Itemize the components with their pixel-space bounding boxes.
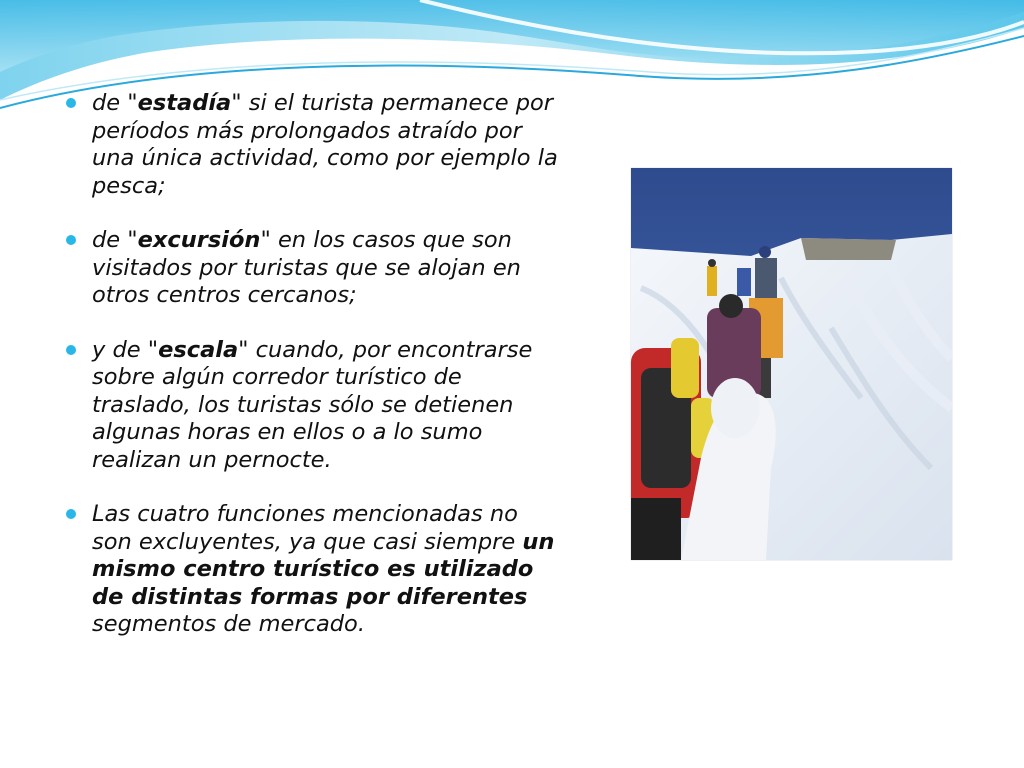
bullet-dot-icon [66,345,76,355]
bullet-keyword: escala [158,336,239,363]
bullet-dot-icon [66,98,76,108]
bullet-text: " en los casos que son visitados por turistas que se alojan en otros centros cercanos; [92,227,521,308]
bullet-dot-icon [66,509,76,519]
bullet-keyword: un mismo centro turístico es utilizado de distintas formas por diferentes [92,528,555,610]
bullet-keyword: estadía [137,90,232,116]
bullet-dot-icon [66,235,76,245]
mountain-climbers-photo [631,168,952,560]
bullet-funciones [62,501,562,639]
bullet-prefix: Las cuatro funciones mencionadas no son excluyentes, ya que casi siempre [92,501,523,555]
bullet-text: " cuando, por encontrarse sobre algún corredor turístico de traslado, los turistas sólo se detienen algunas horas en ellos o a lo sumo realizan un pernocte. [92,336,533,473]
bullet-prefix: de " [92,90,138,116]
bullet-prefix: y de " [92,336,159,363]
bullet-keyword: excursión [137,227,261,253]
bullet-estadia [62,90,562,200]
bullet-escala [62,337,562,475]
bullet-list [62,90,562,639]
bullet-text: segmentos de mercado. [92,611,365,637]
bullet-prefix: de " [92,227,138,253]
bullet-excursion [62,227,562,310]
bullet-text: " si el turista permanece por períodos más prolongados atraído por una única actividad, como por ejemplo la pesca; [92,90,558,199]
